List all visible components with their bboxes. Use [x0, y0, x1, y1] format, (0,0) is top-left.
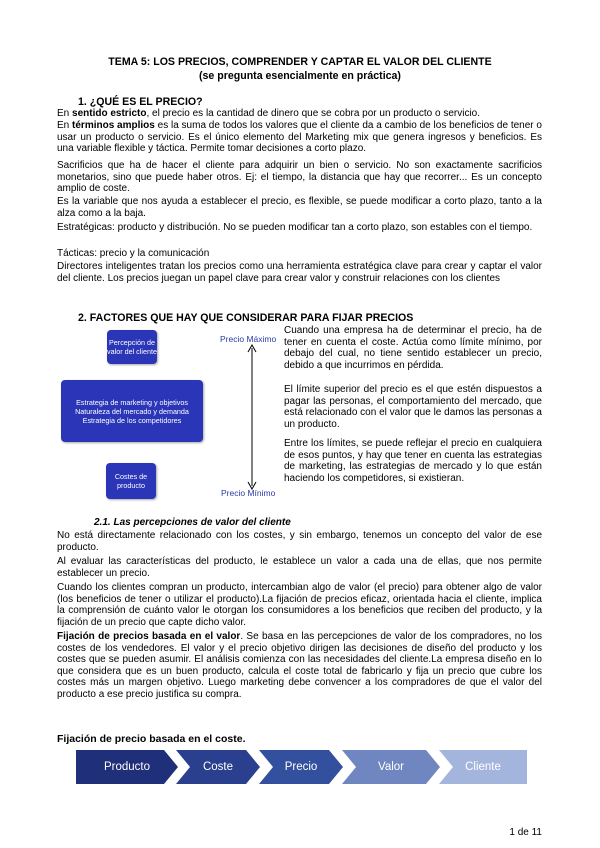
page-number: 1 de 11 [509, 827, 542, 838]
label-max-price: Precio Máximo [220, 334, 277, 344]
section-2-1-heading: 2.1. Las percepciones de valor del cliente [94, 517, 291, 528]
flow-step-cliente: Cliente [439, 750, 527, 784]
paragraph-terminos-amplios: En términos amplios es la suma de todos los valores que el cliente da a cambio de los beneficios de tener o usar un producto o servicio. Es el único elemento del Marketing mix que genera ingresos y beneficios. Es una variable flexible y táctica. Permite tomar decisiones a corto plazo. [57, 120, 542, 155]
flow-step-valor: Valor [342, 750, 440, 784]
paragraph-variable: Es la variable que nos ayuda a establecer el precio, es flexible, se puede modificar a corto plazo, tanto a la alza como a la baja. [57, 196, 542, 219]
paragraph-limite-superior: El límite superior del precio es el que estén dispuestos a pagar las personas, el comportamiento del mercado, que está relacionado con el valor que le damos las personas a un producto. [284, 384, 542, 430]
page-title: TEMA 5: LOS PRECIOS, COMPRENDER Y CAPTAR EL VALOR DEL CLIENTE [108, 56, 492, 68]
flow-step-coste: Coste [176, 750, 260, 784]
section-2-heading: 2. FACTORES QUE HAY QUE CONSIDERAR PARA FIJAR PRECIOS [78, 312, 414, 324]
paragraph-entre-limites: Entre los límites, se puede reflejar el precio en cualquiera de esos puntos, y hay que tener en cuenta las estrategias de marketing, las estrategias de mercado y lo que están haciendo los competidores, si existieran. [284, 438, 542, 484]
page-subtitle: (se pregunta esencialmente en práctica) [199, 70, 401, 82]
label-min-price: Precio Mínimo [221, 488, 276, 498]
box-product-costs: Costes de producto [106, 463, 156, 499]
flow-step-producto: Producto [76, 750, 178, 784]
price-range-arrow [246, 344, 258, 490]
paragraph-intercambio: Cuando los clientes compran un producto, intercambian algo de valor (el precio) para obtener algo de valor (los beneficios de tener o utilizar el producto).La fijación de precios eficaz, orientada hacia el cliente, implica la comprensión de cuánto valor le otorgan los consumidores a los beneficios que reciben del producto, y la fijación de un precio que capte dicho valor. [57, 582, 542, 628]
paragraph-limite-minimo: Cuando una empresa ha de determinar el precio, ha de tener en cuenta el coste. Actúa como límite mínimo, por debajo del cual, no tiene sentido establecer un precio, debido a que incurrimos en pérdida. [284, 325, 542, 371]
paragraph-tacticas: Tácticas: precio y la comunicación [57, 248, 210, 259]
paragraph-sacrificios: Sacrificios que ha de hacer el cliente para adquirir un bien o servicio. No son exactamente sacrificios monetarios, sino que puede haber otros. Ej: el tiempo, la distancia que hay que recorrer... Es un concepto amplio de coste. [57, 160, 542, 195]
section-1-heading: 1. ¿QUÉ ES EL PRECIO? [78, 96, 203, 108]
flow-step-precio: Precio [259, 750, 343, 784]
paragraph-no-relacionado: No está directamente relacionado con los costes, y sin embargo, tenemos un concepto del valor de ese producto. [57, 530, 542, 553]
cost-based-heading: Fijación de precio basada en el coste. [57, 733, 246, 745]
paragraph-sentido-estricto: En sentido estricto, el precio es la cantidad de dinero que se cobra por un producto o servicio. [57, 108, 481, 119]
box-marketing-strategy: Estrategia de marketing y objetivos Naturaleza del mercado y demanda Estrategia de los competidores [61, 380, 203, 442]
paragraph-estrategicas: Estratégicas: producto y distribución. No se pueden modificar tan a corto plazo, son estables con el tiempo. [57, 222, 533, 233]
paragraph-directores: Directores inteligentes tratan los precios como una herramienta estratégica clave para crear y captar el valor del cliente. Los precios juegan un papel clave para crear valor y construir relaciones con los clientes [57, 261, 542, 284]
paragraph-caracteristicas: Al evaluar las características del producto, le establece un valor a cada una de ellas, que nos permite establecer un precio. [57, 556, 542, 579]
box-value-perception: Percepción de valor del cliente [107, 330, 157, 364]
paragraph-fijacion-valor: Fijación de precios basada en el valor. Se basa en las percepciones de valor de los compradores, no los costes de los vendedores. El valor y el precio objetivo dirigen las decisiones de diseño del producto y los costes que se pueden asumir. El análisis comienza con las necesidades del cliente.La empresa diseño en lo que considera que es un buen producto, calcula el coste total de fabricarlo y fija un precio que cubre los costes más un margen objetivo. Luego marketing debe convencer a los compradores de que el valor del producto a ese precio justifica su compra. [57, 631, 542, 700]
